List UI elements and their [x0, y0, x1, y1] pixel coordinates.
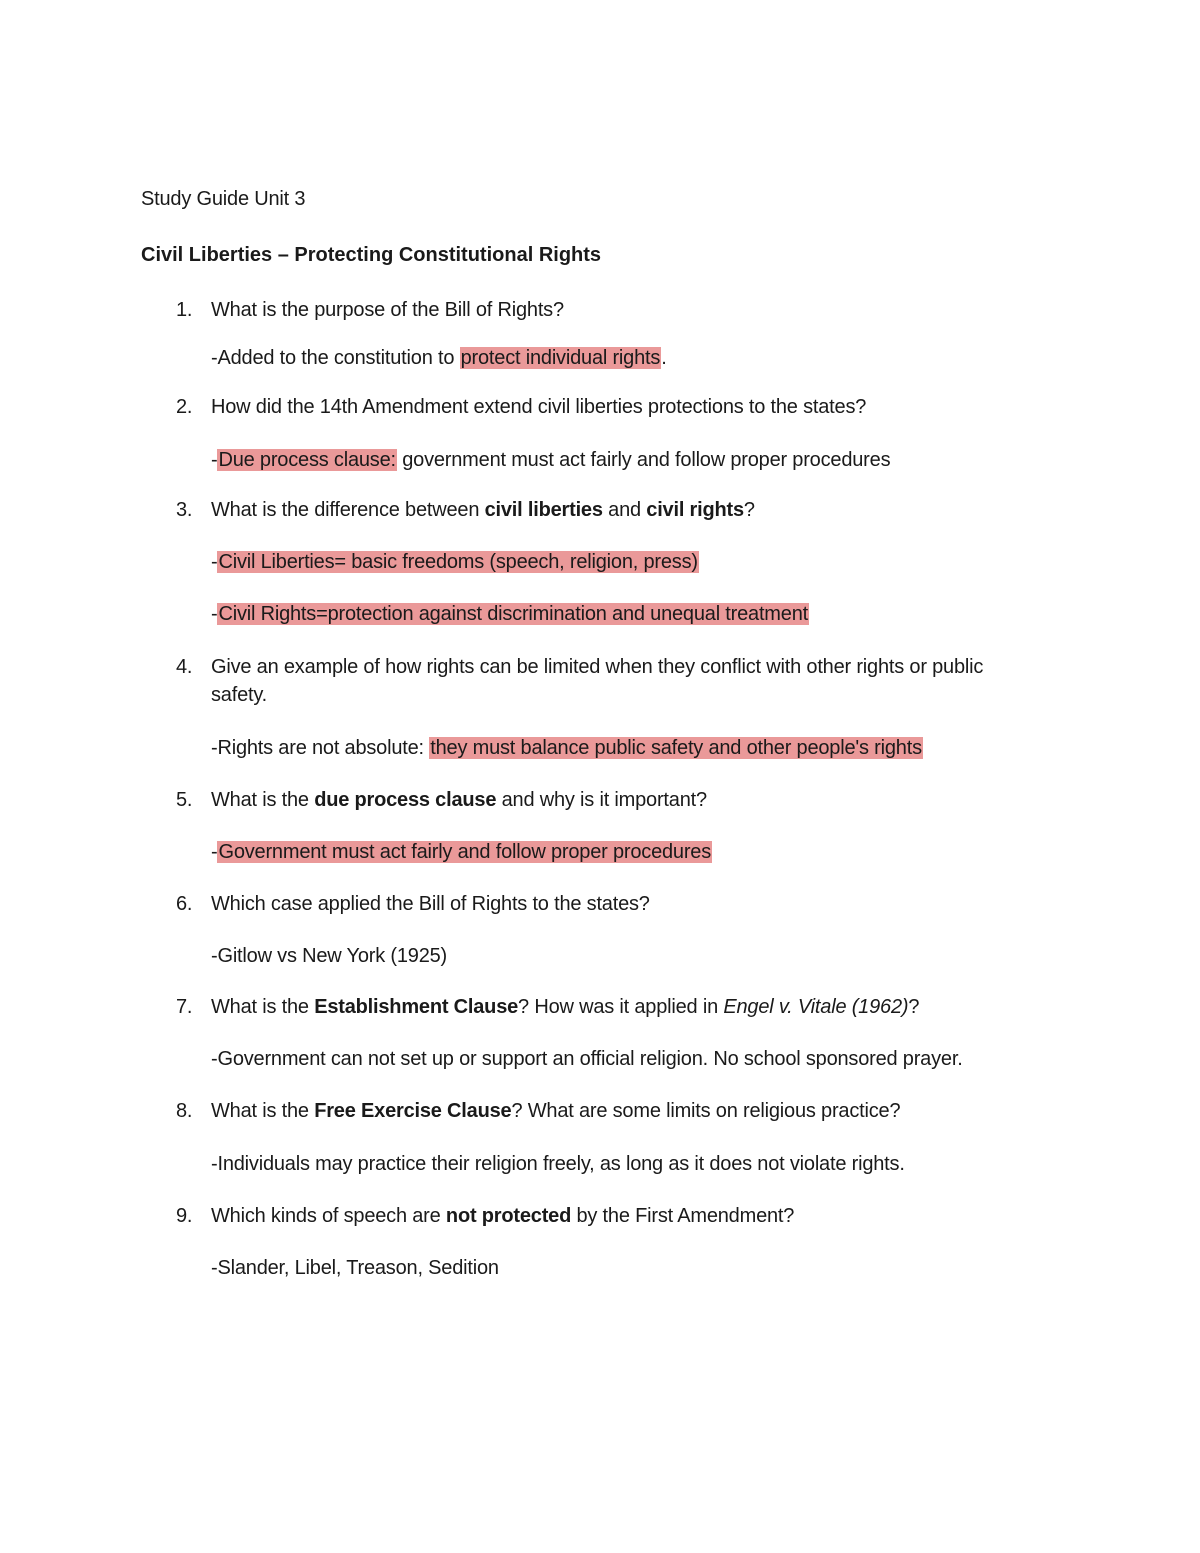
highlighted-answer: Due process clause:	[218, 449, 396, 471]
answer-5: -Government must act fairly and follow proper procedures	[211, 841, 712, 863]
answer-3b: -Civil Rights=protection against discrimination and unequal treatment	[211, 603, 808, 625]
question-number: 8.	[176, 1100, 193, 1122]
question-number: 7.	[176, 996, 193, 1018]
question-text: What is the Establishment Clause? How was it applied in Engel v. Vitale (1962)?	[211, 996, 920, 1018]
question-number: 3.	[176, 499, 193, 521]
answer-8: -Individuals may practice their religion freely, as long as it does not violate rights.	[211, 1153, 905, 1175]
highlighted-answer: they must balance public safety and other people's rights	[430, 737, 922, 759]
question-text: Which kinds of speech are not protected by the First Amendment?	[211, 1205, 795, 1227]
answer-4: -Rights are not absolute: they must balance public safety and other people's rights	[211, 737, 922, 759]
highlighted-answer: protect individual rights	[460, 347, 661, 369]
question-number: 6.	[176, 893, 193, 915]
question-number: 1.	[176, 299, 193, 321]
highlighted-answer: Government must act fairly and follow proper procedures	[218, 841, 712, 863]
answer-9: -Slander, Libel, Treason, Sedition	[211, 1257, 499, 1279]
question-text: What is the Free Exercise Clause? What are some limits on religious practice?	[211, 1100, 901, 1122]
question-number: 5.	[176, 789, 193, 811]
question-text: How did the 14th Amendment extend civil liberties protections to the states?	[211, 396, 867, 418]
question-number: 2.	[176, 396, 193, 418]
question-text: Which case applied the Bill of Rights to the states?	[211, 893, 650, 915]
answer-3a: -Civil Liberties= basic freedoms (speech, religion, press)	[211, 551, 698, 573]
answer-1: -Added to the constitution to protect individual rights.	[211, 347, 667, 369]
answer-2: -Due process clause: government must act fairly and follow proper procedures	[211, 449, 891, 471]
answer-7: -Government can not set up or support an official religion. No school sponsored prayer.	[211, 1048, 963, 1070]
question-text: What is the purpose of the Bill of Rights?	[211, 299, 564, 321]
highlighted-answer: Civil Rights=protection against discrimination and unequal treatment	[218, 603, 808, 625]
question-text: What is the difference between civil liberties and civil rights?	[211, 499, 755, 521]
question-number: 4.	[176, 656, 193, 678]
highlighted-answer: Civil Liberties= basic freedoms (speech, religion, press)	[218, 551, 698, 573]
document-title: Study Guide Unit 3	[141, 188, 306, 210]
question-text: Give an example of how rights can be limited when they conflict with other rights or public safety.	[211, 656, 984, 706]
question-number: 9.	[176, 1205, 193, 1227]
answer-6: -Gitlow vs New York (1925)	[211, 945, 448, 967]
question-text: What is the due process clause and why is it important?	[211, 789, 707, 811]
section-heading: Civil Liberties – Protecting Constitutional Rights	[141, 244, 602, 266]
